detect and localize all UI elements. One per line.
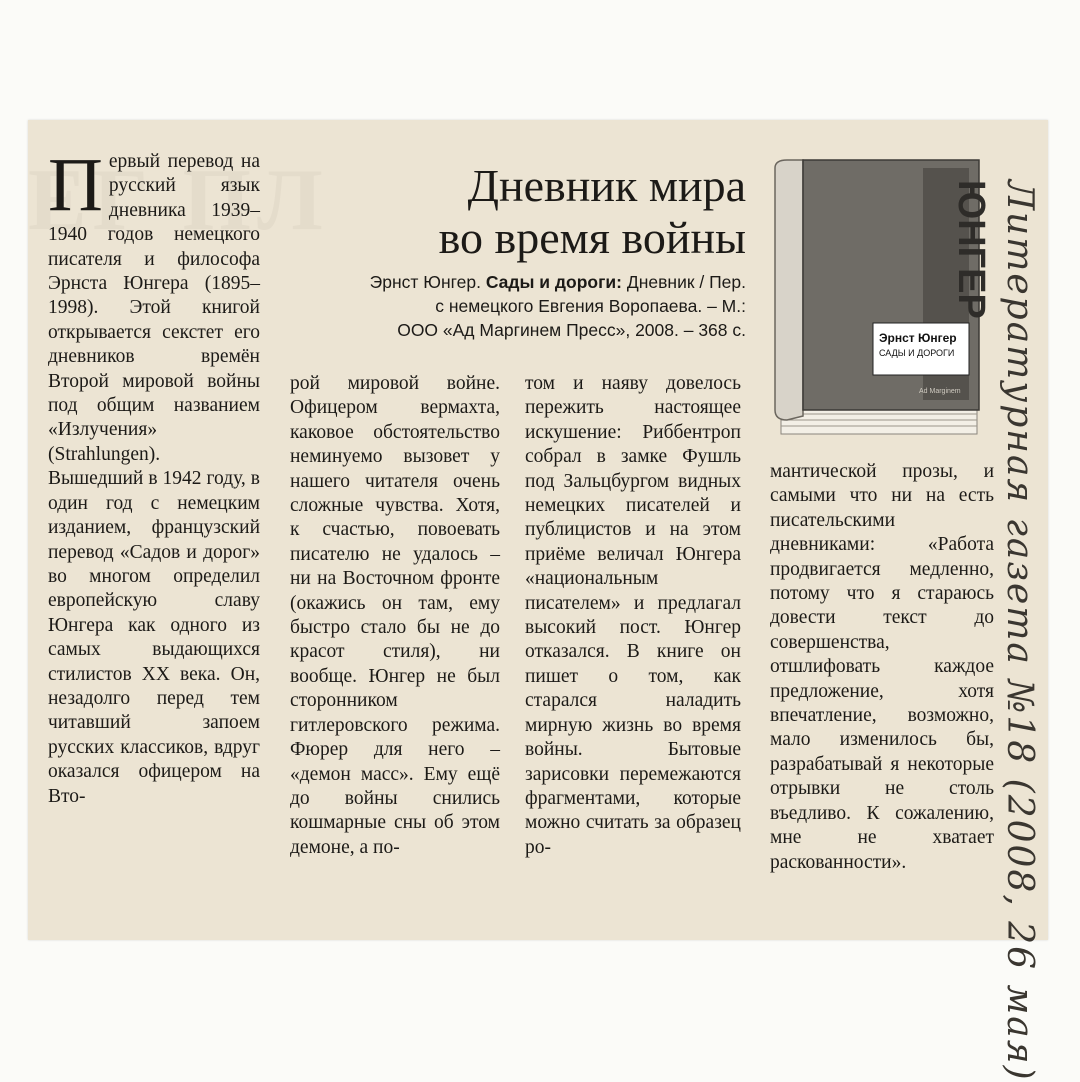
handwritten-source-note: Литературная газета №18 (2008, 26 мая) [999,180,1040,1082]
cover-publisher: Ad Marginem [919,388,961,395]
book-cover-drawing [773,158,992,443]
biblio-line-3: ООО «Ад Маргинем Пресс», 2008. – 368 с. [397,320,746,340]
biblio-book-title: Сады и дороги: [485,272,622,292]
article-column-3 [525,372,741,860]
book-cover-image [773,158,992,443]
column-2-text: рой мировой войне. Офицером вермахта, каковое обстоятельство неминуемо вызовет у нашего читателя очень сложные чувства. Хотя, к счастью, повоевать писателю не удалось – ни на Восточном фронте (окажись он там, ему быстро стало бы не до красот стиля), ни вообще. Юнгер не был сторонником гитлеровского режима. Фюрер для него – «демон масс». Ему ещё до войны снились кошмарные сны об этом демоне, а по- [290,373,500,858]
article-column-2 [290,372,500,860]
biblio-line-2: с немецкого Евгения Воропаева. – М.: [435,296,746,316]
biblio-line-1 [326,270,746,294]
cover-title: САДЫ И ДОРОГИ [879,348,955,358]
title-line-2: во время войны [438,212,746,263]
bibliographic-info [326,270,746,342]
column-4-text: мантической прозы, и самыми что ни на есть писательскими дневниками: «Работа продвигается медленно, потому что я стараюсь довести текст до совершенства, отшлифовать каждое предложение, хотя впечатление, возможно, мало изменилось бы, разрабатывай я некоторые отрывки не столь въедливо. К сожалению, мне не хватает раскованности». [770,461,994,873]
cover-author: Эрнст Юнгер [879,331,957,345]
title-line-1: Дневник мира [467,160,746,211]
book-spine [775,160,803,420]
newspaper-clipping [28,120,1048,940]
biblio-author: Эрнст Юнгер. [369,272,481,292]
article-column-4 [770,460,994,875]
book-pages [781,408,977,434]
article-column-1 [48,143,260,809]
biblio-rest: Дневник / Пер. [626,272,746,292]
column-3-text: том и наяву довелось пережить настоящее искушение: Риббентроп собрал в замке Фушль под Зальцбургом видных немецких писателей и публицистов и на этом приёме величал Юнгера «национальным писателем» и предлагал высокий пост. Юнгер отказался. В книге он пишет о том, как старался наладить мирную жизнь во время войны. Бытовые зарисовки перемежаются фрагментами, которые можно считать за образец ро- [525,373,741,858]
article-title [326,160,746,264]
cover-vertical-title: ЮНГЕР [950,180,992,319]
column-1-text: ервый перевод на русский язык дневника 1939–1940 годов немецкого писателя и философа Эрнста Юнгера (1895–1998). Этой книгой открывается секстет его дневников времён Второй мировой войны под общим названием «Излучения» (Strahlungen). Вышедший в 1942 году, в один год с немецким изданием, французский перевод «Садов и дорог» во многом определил европейскую славу Юнгера как одного из самых выдающихся стилистов XX века. Он, незадолго перед тем читавший запоем русских классиков, вдруг оказался офицером на Вто- [48,151,260,807]
drop-cap: П [48,143,103,227]
